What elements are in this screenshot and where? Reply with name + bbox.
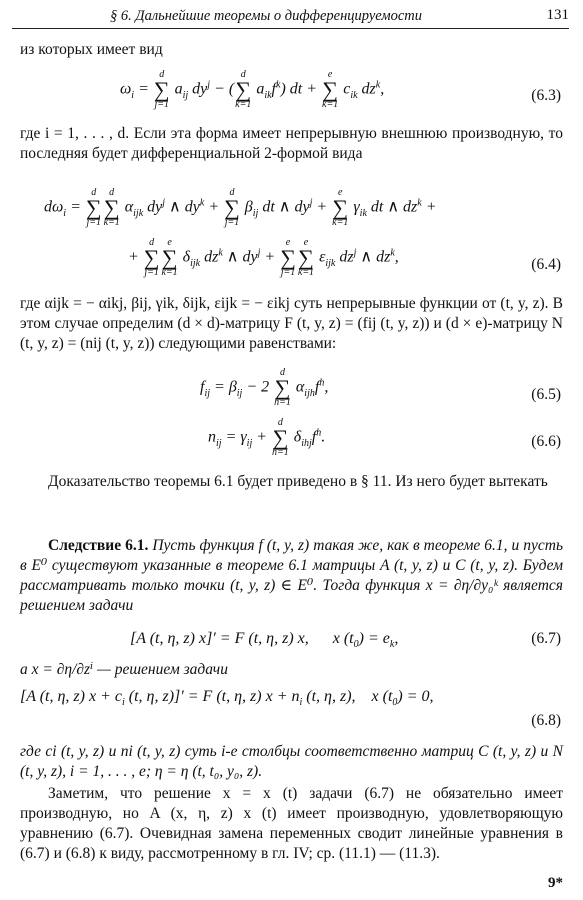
para-and-x: а x = ∂η/∂zⁱ — решением задачи <box>20 661 228 678</box>
signature-mark: 9* <box>548 875 563 891</box>
equation-6-3: $\omega_i$ = d ∑ j=1 $a_{ij}$ $dy^j$ − ( d ∑ k=1 $a_{ik}f^k$) dt + e ∑ k=1 $c_{ik}$ $dz^k$, <box>120 69 385 110</box>
eq-number-6-3: (6.3) <box>531 87 561 104</box>
para-where-i: где i = 1, . . . , d. Если эта форма имеет непрерывную внешнюю производную, то последняя будет дифференциальной 2-формой вида <box>20 125 563 162</box>
para-where-c: где ci (t, y, z) и ni (t, y, z) суть i-е столбцы соответственно матриц C (t, y, z) и N (t, y, z), i = 1, . . . , e; η = η (t, t₀, y₀, z). <box>20 743 563 780</box>
equation-6-5: $f_{ij} = \beta_{ij} - 2$ d ∑ h=1 $\alpha_{ijh}f^h$, <box>200 367 329 408</box>
para-intro: из которых имеет вид <box>20 41 163 58</box>
equation-6-6: $n_{ij} = \gamma_{ij}$ + d ∑ h=1 $\delta_{ihj}f^h$. <box>208 417 326 458</box>
corollary-text: Пусть функция f (t, y, z) такая же, как в теореме 6.1, и пусть в E⁰ существуют указанные в теореме 6.1 матрицы A (t, y, z) и C (t, y, z). Будем рассматривать только точки (t, y, z) ∈ E⁰. Тогда функция x = ∂η/∂y₀ᵏ является решением задачи <box>20 537 563 614</box>
equation-6-8: [A (t, η, z) $x + c_i$ (t, η, z)]′ = F (t, η, z) $x + n_i$ (t, η, z), x $(t_0) = 0$, <box>20 688 434 709</box>
eq-number-6-4: (6.4) <box>531 256 561 273</box>
eq-number-6-5: (6.5) <box>531 386 561 403</box>
para-proof: Доказательство теоремы 6.1 будет приведено в § 11. Из него будет вытекать <box>48 473 548 490</box>
corollary-label: Следствие 6.1. <box>48 537 149 554</box>
para-where-alpha: где αijk = − αikj, βij, γik, δijk, εijk = − εikj суть непрерывные функции от (t, y, z). В этом случае определим (d × d)-матрицу F (t, y, z) = (fij (t, y, z)) и (d × e)-матрицу N (t, y, z) = (nij (t, y, z)) следующими равенствами: <box>20 295 563 352</box>
corollary-6-1 <box>20 536 563 616</box>
eq-number-6-6: (6.6) <box>531 433 561 450</box>
equation-6-4-line1: $d\omega_i$ = d ∑ j=1 d ∑ k=1 $\alpha_{ijk}$ $dy^j$ ∧ $dy^k$ + d ∑ j=1 $\beta_{ij}$ dt ∧ $dy^j$ + e ∑ k=1 $\gamma_{ik}$ dt ∧ $dz^k$ + <box>44 187 437 228</box>
running-header <box>12 6 569 29</box>
page-number: 131 <box>546 7 569 23</box>
running-title: § 6. Дальнейшие теоремы о дифференцируемости <box>110 8 422 24</box>
equation-6-4-line2: + d ∑ j=1 e ∑ k=1 $\delta_{ijk}$ $dz^k$ ∧ $dy^j$ + e ∑ j=1 e ∑ k=1 $\varepsilon_{ijk}$ $dz^j$ ∧ $dz^k$, <box>128 237 399 278</box>
eq-number-6-7: (6.7) <box>531 630 561 647</box>
para-note: Заметим, что решение x = x (t) задачи (6.7) не обязательно имеет производную, но A (x, η, z) x (t) имеет производную, удовлетворяющую уравнению (6.7). Очевидная замена переменных сводит линейные уравнения в (6.7) и (6.8) к виду, рассмотренному в гл. IV; ср. (11.1) — (11.3). <box>20 785 563 862</box>
eq-number-6-8: (6.8) <box>531 712 561 729</box>
equation-6-7: [A (t, η, z) x]′ = F (t, η, z) x, x $(t_0) = e_k$, <box>130 630 399 651</box>
